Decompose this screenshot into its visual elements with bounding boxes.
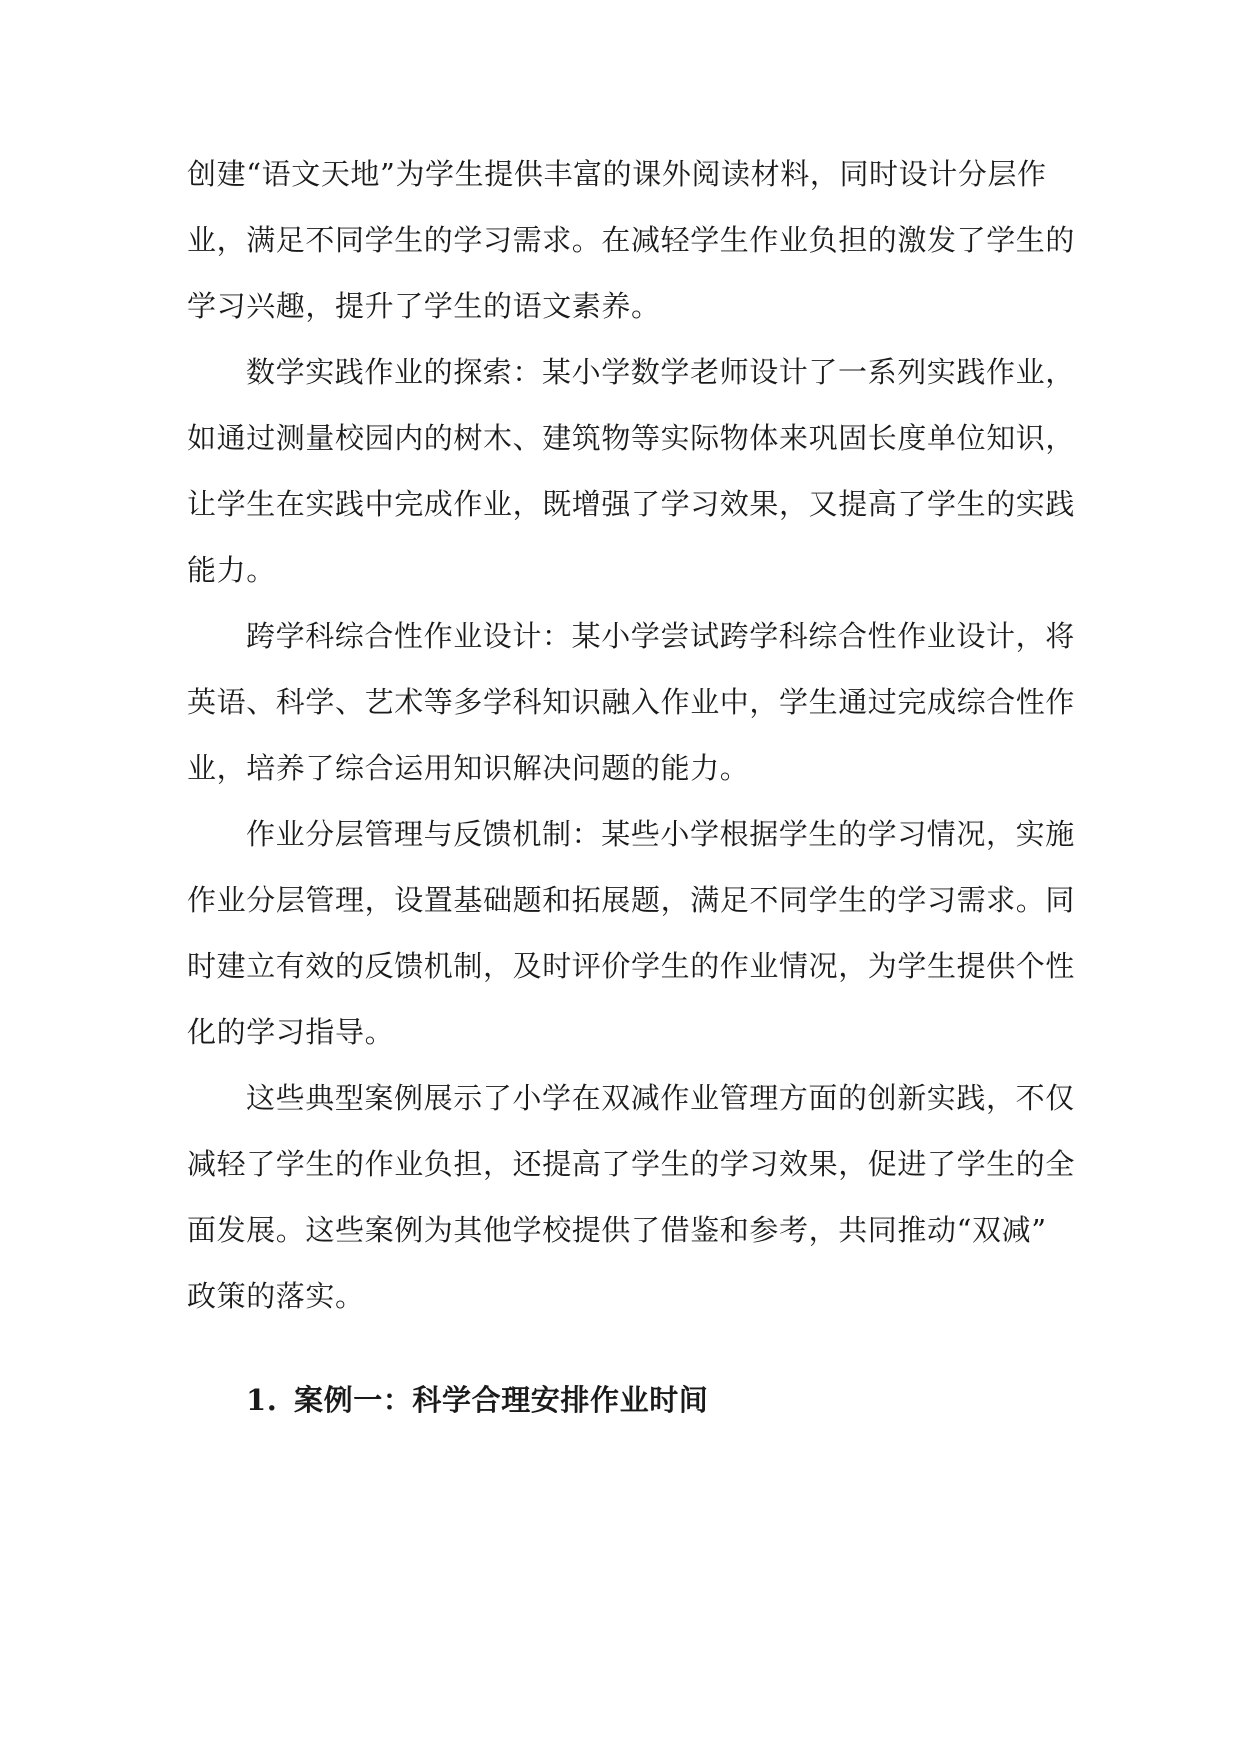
paragraph-1-line-2: 业，满足不同学生的学习需求。在减轻学生作业负担的激发了学生的 [187,223,1076,257]
paragraph-3-line-1: 跨学科综合性作业设计：某小学尝试跨学科综合性作业设计，将 [246,619,1075,653]
paragraph-2-line-2: 如通过测量校园内的树木、建筑物等实际物体来巩固长度单位知识， [187,421,1076,455]
section-heading [246,1380,708,1420]
paragraph-4-line-3: 时建立有效的反馈机制，及时评价学生的作业情况，为学生提供个性 [187,949,1076,983]
paragraph-5-line-2: 减轻了学生的作业负担，还提高了学生的学习效果，促进了学生的全 [187,1147,1076,1181]
paragraph-1-line-3: 学习兴趣，提升了学生的语文素养。 [187,289,661,323]
paragraph-5-line-1: 这些典型案例展示了小学在双减作业管理方面的创新实践，不仅 [246,1081,1075,1115]
paragraph-4-line-1: 作业分层管理与反馈机制：某些小学根据学生的学习情况，实施 [246,817,1075,851]
paragraph-5-line-3: 面发展。这些案例为其他学校提供了借鉴和参考，共同推动“双减” [187,1213,1047,1247]
paragraph-2-line-4: 能力。 [187,553,276,587]
paragraph-2-line-1: 数学实践作业的探索：某小学数学老师设计了一系列实践作业， [246,355,1075,389]
paragraph-3-line-3: 业，培养了综合运用知识解决问题的能力。 [187,751,750,785]
paragraph-4-line-2: 作业分层管理，设置基础题和拓展题，满足不同学生的学习需求。同 [187,883,1076,917]
paragraph-1-line-1: 创建“语文天地”为学生提供丰富的课外阅读材料，同时设计分层作 [187,157,1047,191]
section-heading-text: 案例一：科学合理安排作业时间 [294,1383,709,1417]
section-heading-number: 1. [246,1383,278,1417]
paragraph-4-line-4: 化的学习指导。 [187,1015,395,1049]
paragraph-5-line-4: 政策的落实。 [187,1279,365,1313]
paragraph-3-line-2: 英语、科学、艺术等多学科知识融入作业中，学生通过完成综合性作 [187,685,1076,719]
paragraph-2-line-3: 让学生在实践中完成作业，既增强了学习效果，又提高了学生的实践 [187,487,1076,521]
